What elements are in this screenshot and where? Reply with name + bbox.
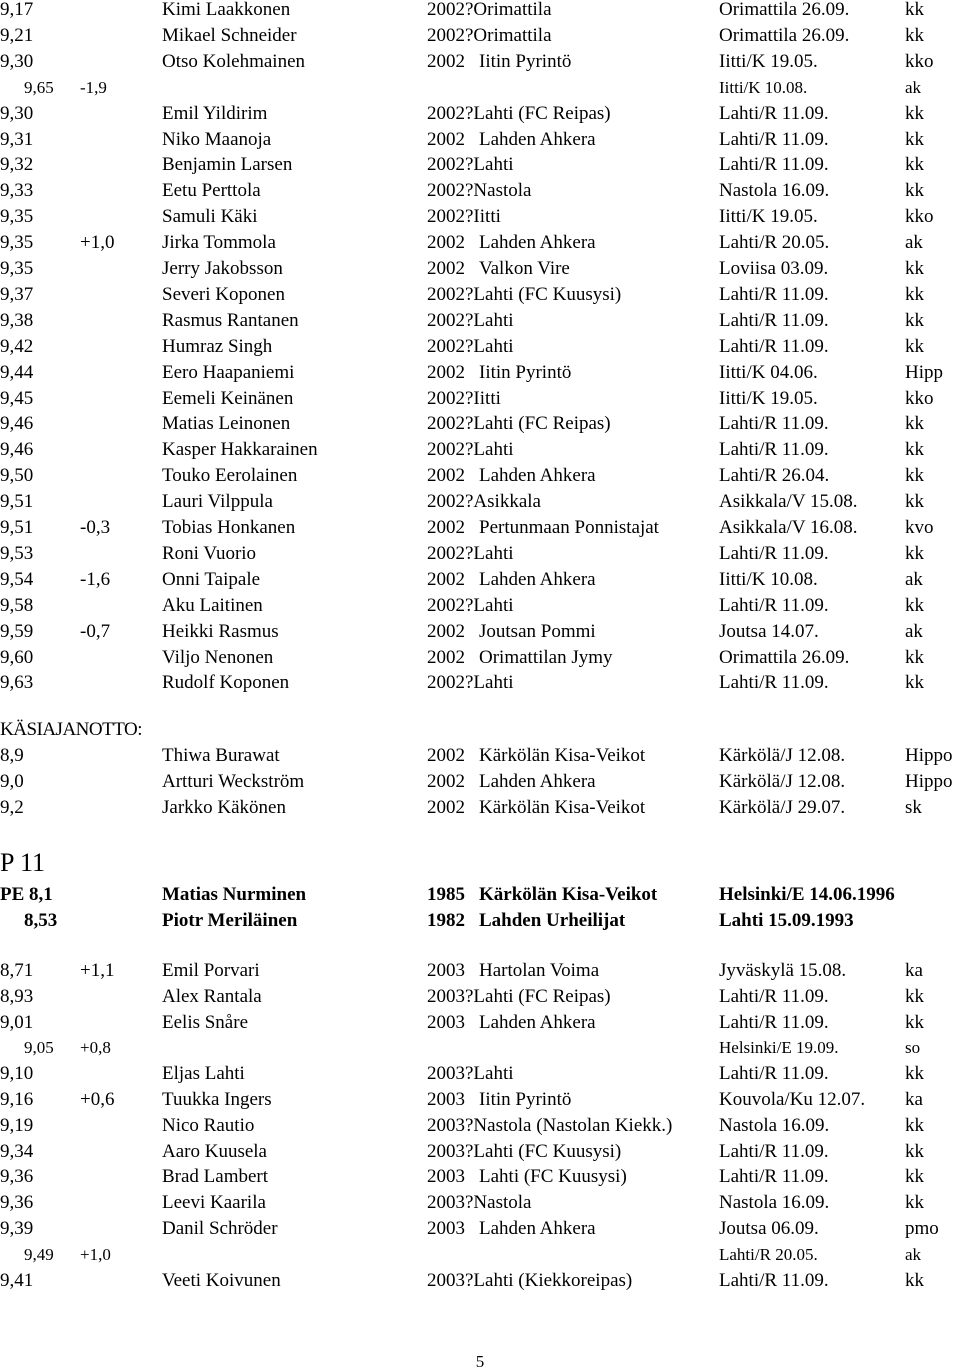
result-row [0, 0, 960, 23]
athlete-name: Emil Yildirim [162, 102, 268, 124]
venue-date: Nastola 16.09. [719, 1192, 830, 1214]
wind-value: -0,7 [80, 620, 111, 642]
result-value: PE 8,1 [0, 884, 53, 905]
venue-date: Kärkölä/J 12.08. [719, 771, 846, 792]
competition-type: kk [905, 24, 924, 46]
athlete-name: Niko Maanoja [162, 128, 272, 150]
athlete-name: Piotr Meriläinen [162, 910, 298, 931]
competition-type: kvo [905, 517, 934, 538]
athlete-name: Roni Vuorio [162, 542, 257, 564]
birth-year: 2002?Lahti (FC Reipas) [427, 413, 611, 435]
result-value: 9,60 [0, 646, 34, 668]
birth-year: 2002 [427, 128, 465, 150]
athlete-name: Samuli Käki [162, 206, 258, 228]
result-row [0, 437, 960, 463]
birth-year: 2002?Orimattila [427, 24, 552, 46]
venue-date: Lahti/R 11.09. [719, 1140, 829, 1162]
athlete-name: Jirka Tommola [162, 232, 276, 254]
result-row [0, 541, 960, 567]
result-value: 9,63 [0, 672, 34, 694]
competition-type: Hippo [905, 745, 953, 766]
result-row [0, 1242, 960, 1268]
wind-value: +1,0 [80, 232, 115, 254]
result-row [0, 958, 960, 984]
birth-year: 1982 [427, 910, 465, 931]
athlete-name: Emil Porvari [162, 960, 260, 981]
result-value: 9,49 [24, 1244, 54, 1264]
birth-year: 2002 [427, 797, 465, 818]
result-value: 9,51 [0, 517, 34, 538]
venue-date: Helsinki/E 19.09. [719, 1038, 839, 1058]
athlete-name: Humraz Singh [162, 335, 273, 357]
result-row [0, 1164, 960, 1190]
result-row [0, 908, 960, 934]
wind-value: -1,9 [80, 77, 107, 97]
club-name: Pertunmaan Ponnistajat [479, 517, 659, 538]
result-value: 9,41 [0, 1269, 34, 1291]
result-row [0, 645, 960, 671]
venue-date: Joutsa 14.07. [719, 620, 819, 642]
athlete-name: Nico Rautio [162, 1114, 255, 1136]
result-row [0, 769, 960, 795]
result-row [0, 1216, 960, 1242]
result-value: 9,10 [0, 1063, 34, 1085]
competition-type: ak [905, 232, 923, 254]
result-value: 9,35 [0, 232, 34, 254]
club-name: Orimattilan Jymy [479, 646, 613, 668]
result-value: 8,93 [0, 985, 34, 1007]
birth-year: 2002 [427, 646, 465, 668]
club-name: Lahden Ahkera [479, 232, 596, 254]
birth-year: 2002?Lahti [427, 335, 514, 357]
competition-type: kk [905, 465, 924, 487]
athlete-name: Onni Taipale [162, 568, 261, 590]
competition-type: ka [905, 1089, 923, 1110]
result-row [0, 1087, 960, 1113]
birth-year: 2002?Orimattila [427, 0, 552, 20]
result-value: 9,31 [0, 128, 34, 150]
venue-date: Kärkölä/J 29.07. [719, 797, 846, 818]
competition-type: kk [905, 128, 924, 150]
competition-type: kk [905, 102, 924, 124]
venue-date: Lahti/R 11.09. [719, 413, 829, 435]
birth-year: 2003?Nastola [427, 1192, 532, 1214]
birth-year: 2003?Lahti (Kiekkoreipas) [427, 1269, 633, 1291]
venue-date: Jyväskylä 15.08. [719, 960, 847, 981]
result-value: 9,01 [0, 1011, 34, 1033]
result-value: 9,51 [0, 491, 34, 513]
athlete-name: Matias Nurminen [162, 884, 307, 905]
wind-value: -0,3 [80, 517, 111, 538]
competition-type: kk [905, 985, 924, 1007]
wind-value: +1,1 [80, 960, 115, 981]
venue-date: Asikkala/V 15.08. [719, 491, 858, 513]
athlete-name: Tobias Honkanen [162, 517, 296, 538]
venue-date: Lahti/R 11.09. [719, 1011, 829, 1033]
competition-type: kk [905, 283, 924, 305]
venue-date: Lahti/R 11.09. [719, 1269, 829, 1291]
result-value: 9,34 [0, 1140, 34, 1162]
result-value: 9,16 [0, 1089, 34, 1110]
competition-type: kk [905, 1192, 924, 1214]
venue-date: Helsinki/E 14.06.1996 [719, 884, 895, 905]
result-row [0, 984, 960, 1010]
competition-type: kk [905, 1166, 924, 1188]
venue-date: Kärkölä/J 12.08. [719, 745, 846, 766]
result-value: 9,45 [0, 387, 34, 409]
athlete-name: Aku Laitinen [162, 594, 263, 616]
result-row [0, 1139, 960, 1165]
athlete-name: Kasper Hakkarainen [162, 439, 318, 461]
result-row [0, 489, 960, 515]
competition-type: kk [905, 491, 924, 513]
competition-type: kk [905, 413, 924, 435]
birth-year: 1985 [427, 884, 465, 905]
competition-type: kk [905, 542, 924, 564]
competition-type: pmo [905, 1218, 939, 1239]
birth-year: 2003?Nastola (Nastolan Kiekk.) [427, 1114, 673, 1136]
result-row [0, 152, 960, 178]
competition-type: ka [905, 960, 923, 981]
competition-type: kk [905, 1114, 924, 1136]
club-name: Lahden Ahkera [479, 465, 596, 487]
birth-year: 2003 [427, 1166, 465, 1188]
page-number: 5 [475, 1352, 485, 1371]
result-value: 9,58 [0, 594, 34, 616]
result-value: 9,36 [0, 1166, 34, 1188]
athlete-name: Mikael Schneider [162, 24, 297, 46]
venue-date: Lahti/R 11.09. [719, 154, 829, 176]
birth-year: 2002?Lahti [427, 309, 514, 331]
result-row [0, 1113, 960, 1139]
venue-date: Orimattila 26.09. [719, 24, 850, 46]
result-row [0, 256, 960, 282]
birth-year: 2002?Nastola [427, 180, 532, 202]
club-name: Lahden Urheilijat [479, 910, 626, 931]
result-row [0, 1035, 960, 1061]
result-value: 9,50 [0, 465, 34, 487]
result-row [0, 308, 960, 334]
result-row [0, 743, 960, 769]
birth-year: 2002 [427, 232, 465, 254]
result-value: 9,53 [0, 542, 34, 564]
athlete-name: Eetu Perttola [162, 180, 261, 202]
result-row [0, 360, 960, 386]
result-value: 9,30 [0, 50, 34, 72]
result-value: 9,44 [0, 361, 34, 383]
venue-date: Iitti/K 19.05. [719, 50, 818, 72]
athlete-name: Severi Koponen [162, 283, 285, 305]
club-name: Joutsan Pommi [479, 620, 596, 642]
competition-type: kk [905, 646, 924, 668]
competition-type: kk [905, 180, 924, 202]
birth-year: 2002?Lahti [427, 154, 514, 176]
result-row [0, 593, 960, 619]
competition-type: ak [905, 568, 923, 590]
athlete-name: Veeti Koivunen [162, 1269, 281, 1291]
result-row [0, 204, 960, 230]
athlete-name: Lauri Vilppula [162, 491, 273, 513]
result-row [0, 619, 960, 645]
venue-date: Iitti/K 19.05. [719, 387, 818, 409]
result-value: 9,46 [0, 439, 34, 461]
hand-timing-heading: KÄSIAJANOTTO: [0, 719, 142, 740]
competition-type: kko [905, 50, 934, 72]
venue-date: Lahti/R 20.05. [719, 1244, 818, 1264]
athlete-name: Artturi Weckström [162, 771, 305, 792]
result-value: 9,59 [0, 620, 34, 642]
result-value: 9,37 [0, 283, 34, 305]
athlete-name: Rudolf Koponen [162, 672, 290, 694]
birth-year: 2002 [427, 745, 465, 766]
result-row [0, 101, 960, 127]
venue-date: Lahti/R 11.09. [719, 542, 829, 564]
birth-year: 2003 [427, 960, 465, 981]
wind-value: +0,6 [80, 1089, 115, 1110]
club-name: Kärkölän Kisa-Veikot [479, 884, 658, 905]
birth-year: 2003?Lahti (FC Kuusysi) [427, 1140, 622, 1162]
birth-year: 2003 [427, 1089, 465, 1110]
result-row [0, 515, 960, 541]
athlete-name: Eelis Snåre [162, 1011, 249, 1033]
competition-type: Hippo [905, 771, 953, 792]
athlete-name: Otso Kolehmainen [162, 50, 306, 72]
competition-type: sk [905, 797, 922, 818]
athlete-name: Aaro Kuusela [162, 1140, 267, 1162]
venue-date: Lahti 15.09.1993 [719, 910, 854, 931]
result-row [0, 75, 960, 101]
result-value: 9,42 [0, 335, 34, 357]
birth-year: 2002?Asikkala [427, 491, 541, 513]
venue-date: Lahti/R 11.09. [719, 1166, 829, 1188]
birth-year: 2002?Lahti [427, 542, 514, 564]
athlete-name: Jerry Jakobsson [162, 258, 283, 279]
competition-type: kk [905, 1063, 924, 1085]
result-row [0, 178, 960, 204]
venue-date: Lahti/R 11.09. [719, 102, 829, 124]
competition-type: kk [905, 594, 924, 616]
result-row [0, 230, 960, 256]
result-value: 8,53 [24, 910, 58, 931]
athlete-name: Viljo Nenonen [162, 646, 274, 668]
competition-type: ak [905, 77, 922, 97]
result-value: 9,30 [0, 102, 34, 124]
result-row [0, 1010, 960, 1036]
birth-year: 2002 [427, 568, 465, 590]
birth-year: 2002?Lahti [427, 439, 514, 461]
birth-year: 2002 [427, 50, 465, 72]
result-row [0, 386, 960, 412]
athlete-name: Brad Lambert [162, 1166, 269, 1188]
club-name: Lahden Ahkera [479, 1011, 596, 1033]
result-value: 8,9 [0, 745, 24, 766]
competition-type: Hipp [905, 361, 943, 383]
competition-type: kk [905, 672, 924, 694]
birth-year: 2002?Iitti [427, 387, 501, 409]
birth-year: 2003 [427, 1011, 465, 1033]
birth-year: 2002?Lahti [427, 594, 514, 616]
competition-type: kk [905, 0, 924, 20]
result-value: 9,54 [0, 568, 34, 590]
club-name: Lahden Ahkera [479, 568, 596, 590]
venue-date: Orimattila 26.09. [719, 0, 850, 20]
club-name: Lahden Ahkera [479, 1218, 596, 1239]
section-heading-p11: P 11 [0, 848, 46, 877]
competition-type: kk [905, 309, 924, 331]
result-value: 9,39 [0, 1218, 34, 1239]
birth-year: 2003 [427, 1218, 465, 1239]
birth-year: 2002?Lahti (FC Kuusysi) [427, 283, 622, 305]
result-value: 9,35 [0, 206, 34, 228]
venue-date: Lahti/R 11.09. [719, 309, 829, 331]
athlete-name: Danil Schröder [162, 1218, 278, 1239]
result-value: 9,05 [24, 1038, 54, 1058]
venue-date: Lahti/R 20.05. [719, 232, 830, 254]
result-row [0, 23, 960, 49]
wind-value: -1,6 [80, 568, 111, 590]
venue-date: Nastola 16.09. [719, 180, 830, 202]
birth-year: 2002?Lahti [427, 672, 514, 694]
club-name: Iitin Pyrintö [479, 361, 572, 383]
result-row [0, 882, 960, 908]
competition-type: kko [905, 387, 934, 409]
result-row [0, 795, 960, 821]
venue-date: Asikkala/V 16.08. [719, 517, 858, 538]
result-row [0, 670, 960, 696]
athlete-name: Touko Eerolainen [162, 465, 298, 487]
venue-date: Joutsa 06.09. [719, 1218, 819, 1239]
result-value: 9,33 [0, 180, 34, 202]
venue-date: Orimattila 26.09. [719, 646, 850, 668]
club-name: Kärkölän Kisa-Veikot [479, 797, 646, 818]
competition-type: ak [905, 1244, 922, 1264]
competition-type: kk [905, 1011, 924, 1033]
venue-date: Iitti/K 19.05. [719, 206, 818, 228]
result-value: 9,32 [0, 154, 34, 176]
athlete-name: Thiwa Burawat [162, 745, 280, 766]
venue-date: Kouvola/Ku 12.07. [719, 1089, 866, 1110]
birth-year: 2002 [427, 465, 465, 487]
result-row [0, 127, 960, 153]
club-name: Iitin Pyrintö [479, 50, 572, 72]
result-row [0, 463, 960, 489]
birth-year: 2002 [427, 361, 465, 383]
venue-date: Nastola 16.09. [719, 1114, 830, 1136]
competition-type: so [905, 1038, 921, 1058]
venue-date: Loviisa 03.09. [719, 258, 829, 279]
result-value: 9,36 [0, 1192, 34, 1214]
athlete-name: Matias Leinonen [162, 413, 291, 435]
venue-date: Lahti/R 11.09. [719, 335, 829, 357]
athlete-name: Eljas Lahti [162, 1063, 245, 1085]
birth-year: 2002 [427, 258, 465, 279]
result-row [0, 567, 960, 593]
athlete-name: Alex Rantala [162, 985, 262, 1007]
athlete-name: Tuukka Ingers [162, 1089, 272, 1110]
athlete-name: Jarkko Käkönen [162, 797, 286, 818]
club-name: Kärkölän Kisa-Veikot [479, 745, 646, 766]
birth-year: 2002?Lahti (FC Reipas) [427, 102, 611, 124]
result-row [0, 1268, 960, 1294]
competition-type: kk [905, 439, 924, 461]
result-row [0, 1190, 960, 1216]
birth-year: 2002 [427, 771, 465, 792]
result-value: 9,46 [0, 413, 34, 435]
venue-date: Iitti/K 04.06. [719, 361, 818, 383]
club-name: Hartolan Voima [479, 960, 600, 981]
club-name: Lahti (FC Kuusysi) [479, 1166, 627, 1188]
result-row [0, 49, 960, 75]
result-value: 9,35 [0, 258, 34, 279]
club-name: Iitin Pyrintö [479, 1089, 572, 1110]
athlete-name: Rasmus Rantanen [162, 309, 299, 331]
athlete-name: Heikki Rasmus [162, 620, 279, 642]
result-value: 9,2 [0, 797, 24, 818]
competition-type: kk [905, 258, 924, 279]
athlete-name: Kimi Laakkonen [162, 0, 291, 20]
result-row [0, 334, 960, 360]
result-row [0, 282, 960, 308]
club-name: Lahden Ahkera [479, 128, 596, 150]
athlete-name: Benjamin Larsen [162, 154, 293, 176]
birth-year: 2002?Iitti [427, 206, 501, 228]
birth-year: 2002 [427, 620, 465, 642]
birth-year: 2003?Lahti [427, 1063, 514, 1085]
result-value: 9,21 [0, 24, 34, 46]
competition-type: kk [905, 1269, 924, 1291]
competition-type: kk [905, 1140, 924, 1162]
club-name: Valkon Vire [479, 258, 570, 279]
venue-date: Lahti/R 11.09. [719, 283, 829, 305]
competition-type: kk [905, 154, 924, 176]
wind-value: +0,8 [80, 1038, 111, 1058]
venue-date: Iitti/K 10.08. [719, 77, 808, 97]
result-value: 8,71 [0, 960, 34, 981]
club-name: Lahden Ahkera [479, 771, 596, 792]
athlete-name: Eemeli Keinänen [162, 387, 294, 409]
competition-type: kk [905, 335, 924, 357]
competition-type: kko [905, 206, 934, 228]
result-row [0, 411, 960, 437]
birth-year: 2003?Lahti (FC Reipas) [427, 985, 611, 1007]
result-value: 9,17 [0, 0, 34, 20]
athlete-name: Eero Haapaniemi [162, 361, 295, 383]
athlete-name: Leevi Kaarila [162, 1192, 266, 1214]
venue-date: Lahti/R 11.09. [719, 594, 829, 616]
venue-date: Lahti/R 11.09. [719, 439, 829, 461]
competition-type: ak [905, 620, 923, 642]
result-value: 9,19 [0, 1114, 34, 1136]
result-value: 9,65 [24, 77, 54, 97]
result-value: 9,38 [0, 309, 34, 331]
venue-date: Lahti/R 11.09. [719, 128, 829, 150]
venue-date: Lahti/R 11.09. [719, 672, 829, 694]
venue-date: Lahti/R 11.09. [719, 1063, 829, 1085]
venue-date: Lahti/R 11.09. [719, 985, 829, 1007]
birth-year: 2002 [427, 517, 465, 538]
result-row [0, 1061, 960, 1087]
venue-date: Lahti/R 26.04. [719, 465, 830, 487]
result-value: 9,0 [0, 771, 24, 792]
venue-date: Iitti/K 10.08. [719, 568, 818, 590]
wind-value: +1,0 [80, 1244, 111, 1264]
